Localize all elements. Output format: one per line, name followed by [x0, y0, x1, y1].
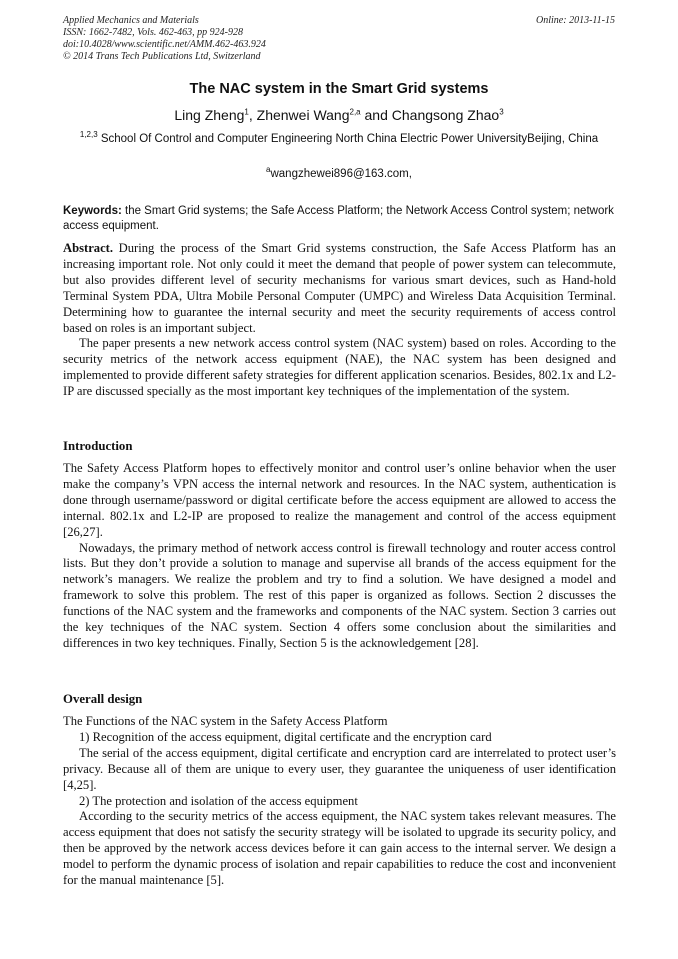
paper-title: The NAC system in the Smart Grid systems	[189, 81, 489, 97]
keywords	[63, 204, 616, 234]
author-list	[40, 105, 638, 125]
author-sup: 3	[499, 107, 504, 117]
abstract-label: Abstract.	[63, 241, 114, 255]
design-list-item: 2) The protection and isolation of the access equipment	[79, 793, 358, 808]
author-sup: 1	[244, 107, 249, 117]
journal-issn: ISSN: 1662-7482, Vols. 462-463, pp 924-928	[63, 27, 243, 38]
introduction-body	[63, 461, 616, 652]
author-email	[40, 166, 638, 182]
affiliation	[66, 131, 612, 147]
author-name: Changsong Zhao	[391, 107, 500, 123]
abstract-paragraph	[63, 241, 616, 336]
design-list-item: 1) Recognition of the access equipment, digital certificate and the encryption card	[79, 729, 492, 744]
design-paragraph: The serial of the access equipment, digital certificate and encryption card are interrelated to protect user’s privacy. Because all of them are unique to every user, they guarantee the uniqueness of user identification [4,25].	[63, 745, 616, 792]
abstract	[63, 241, 616, 400]
section-heading-introduction: Introduction	[63, 439, 133, 453]
author-name: Zhenwei Wang	[256, 107, 350, 123]
email-text: wangzhewei896@163.com,	[270, 168, 412, 180]
section-heading-overall-design: Overall design	[63, 692, 143, 706]
keywords-label: Keywords:	[63, 205, 122, 217]
author-name: Ling Zheng	[174, 107, 245, 123]
journal-copyright: © 2014 Trans Tech Publications Ltd, Switzerland	[63, 51, 261, 62]
affiliation-text: School Of Control and Computer Engineering North China Electric Power UniversityBeijing, China	[100, 133, 599, 145]
abstract-text: During the process of the Smart Grid systems construction, the Safe Access Platform has an increasing important role. Not only could it meet the demand that people of power system can telecommute, but also provides different level of security mechanisms for various smart devices, such as Hand-hold Terminal System PDA, Ultra Mobile Personal Computer (UMPC) and Wireless Data Acquisition Terminal. Determining how to guarantee the internal security and meet the security requirements of access control based on roles is an important subject.	[63, 241, 616, 335]
email-sup: a	[266, 165, 271, 175]
online-date: Online: 2013-11-15	[536, 15, 615, 26]
author-and: and	[360, 107, 392, 123]
affiliation-sup: 1,2,3	[79, 130, 98, 140]
overall-design-body	[63, 714, 616, 889]
author-sup: 2,a	[349, 107, 361, 117]
journal-header	[63, 15, 615, 63]
introduction-paragraph: The Safety Access Platform hopes to effectively monitor and control user’s online behavior when the user make the company’s VPN access the internal network and resources. In the NAC system, authentication is done through username/password or digital certificate before the access equipment are allowed to access the internal. 802.1x and L2-IP are proposed to realize the management and control of the access equipment [26,27].	[63, 461, 616, 539]
journal-doi: doi:10.4028/www.scientific.net/AMM.462-463.924	[63, 39, 266, 50]
introduction-paragraph: Nowadays, the primary method of network access control is firewall technology and router access control lists. But they don’t provide a solution to manage and supervise all brands of the access equipment for the network’s managers. We realize the problem and try to find a solution. We have designed a model and framework to solve this problem. The rest of this paper is organized as follows. Section 2 discusses the functions of the NAC system and the frameworks and components of the NAC system. Section 3 carries out the key techniques of the NAC system. Section 4 offers some conclusion about the similarities and differences in two key techniques. Finally, Section 5 is the acknowledgement [28].	[63, 540, 616, 650]
design-paragraph: According to the security metrics of the access equipment, the NAC system takes relevant measures. The access equipment that does not satisfy the security strategy will be isolated to upgrade its security policy, and then be approved by the network access devices before it can gain access to the internal server. We design a model to perform the dynamic process of isolation and repair capabilities to reduce the cost and inconvenient for the manual maintenance [5].	[63, 809, 616, 888]
author-separator: ,	[248, 107, 257, 123]
design-line: The Functions of the NAC system in the Safety Access Platform	[63, 714, 388, 728]
abstract-paragraph: The paper presents a new network access control system (NAC system) based on roles. According to the security metrics of the network access equipment (NAE), the NAC system has been designed and implemented to provide different safety strategies for different application scenarios. Besides, 802.1x and L2-IP are discussed specially as the most important key techniques of the implementation of the system.	[63, 336, 616, 399]
keywords-text: the Smart Grid systems; the Safe Access Platform; the Network Access Control system; network access equipment.	[63, 205, 614, 232]
journal-name: Applied Mechanics and Materials	[63, 15, 199, 26]
